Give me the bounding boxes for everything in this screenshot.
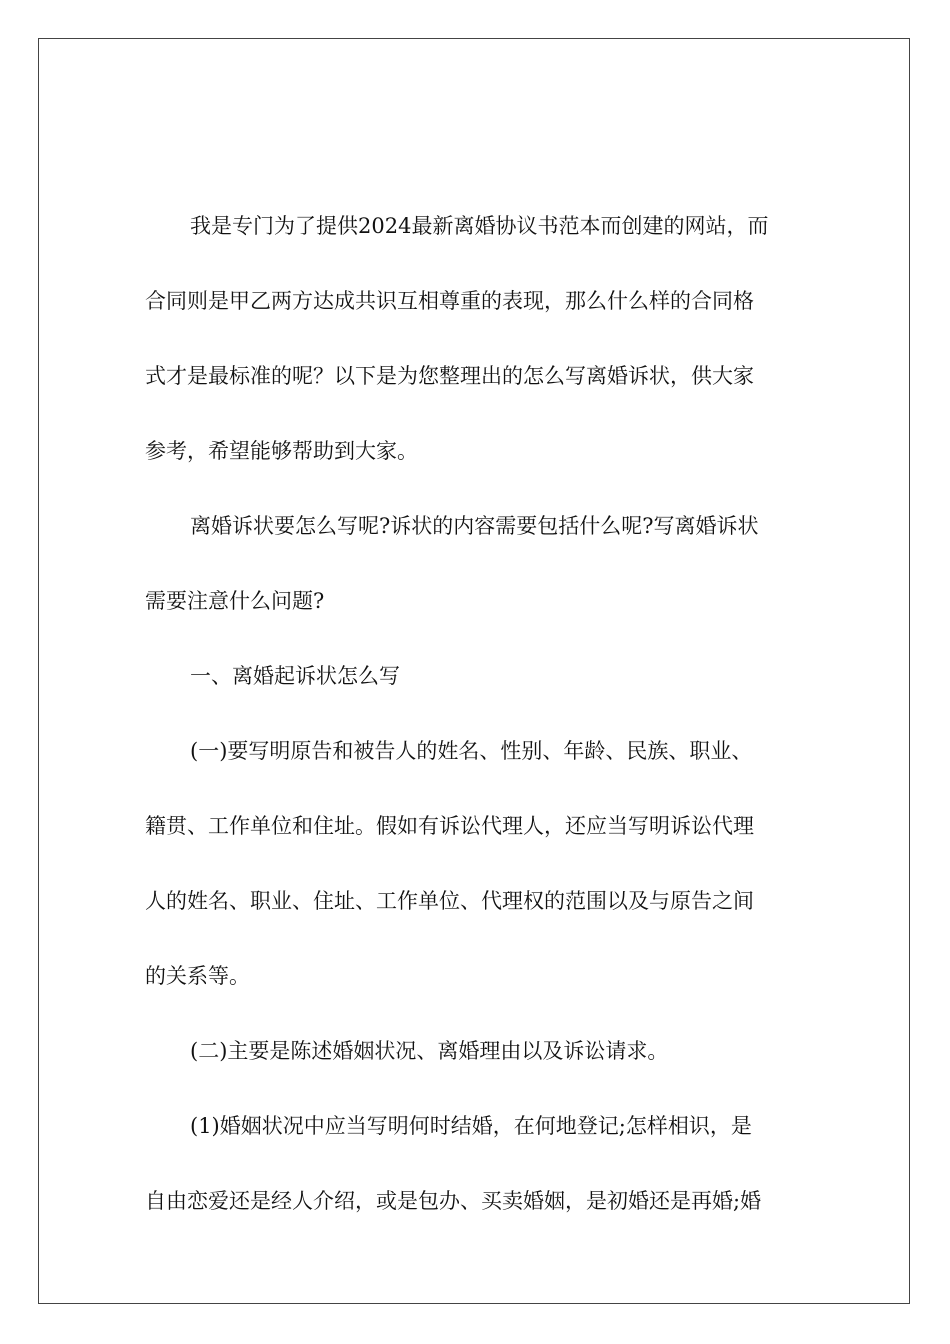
paragraph-1-line-3: 式才是最标准的呢？以下是为您整理出的怎么写离婚诉状，供大家 [145, 364, 754, 388]
section-heading-1: 一、离婚起诉状怎么写 [190, 664, 400, 688]
paragraph-3-line-3: 人的姓名、职业、住址、工作单位、代理权的范围以及与原告之间 [145, 889, 754, 913]
paragraph-3-line-2: 籍贯、工作单位和住址。假如有诉讼代理人，还应当写明诉讼代理 [145, 814, 754, 838]
paragraph-1-line-4: 参考，希望能够帮助到大家。 [145, 439, 418, 463]
paragraph-1-line-1: 我是专门为了提供2024最新离婚协议书范本而创建的网站，而 [190, 214, 769, 238]
paragraph-2-line-1: 离婚诉状要怎么写呢?诉状的内容需要包括什么呢?写离婚诉状 [190, 514, 759, 538]
paragraph-3-line-1: (一)要写明原告和被告人的姓名、性别、年龄、民族、职业、 [190, 739, 753, 763]
paragraph-5-line-2: 自由恋爱还是经人介绍，或是包办、买卖婚姻，是初婚还是再婚;婚 [145, 1189, 762, 1213]
paragraph-3-line-4: 的关系等。 [145, 964, 250, 988]
paragraph-5-line-1: (1)婚姻状况中应当写明何时结婚，在何地登记;怎样相识，是 [190, 1114, 752, 1138]
paragraph-4-line-1: (二)主要是陈述婚姻状况、离婚理由以及诉讼请求。 [190, 1039, 669, 1063]
paragraph-1-line-2: 合同则是甲乙两方达成共识互相尊重的表现，那么什么样的合同格 [145, 289, 754, 313]
paragraph-2-line-2: 需要注意什么问题? [145, 589, 325, 613]
